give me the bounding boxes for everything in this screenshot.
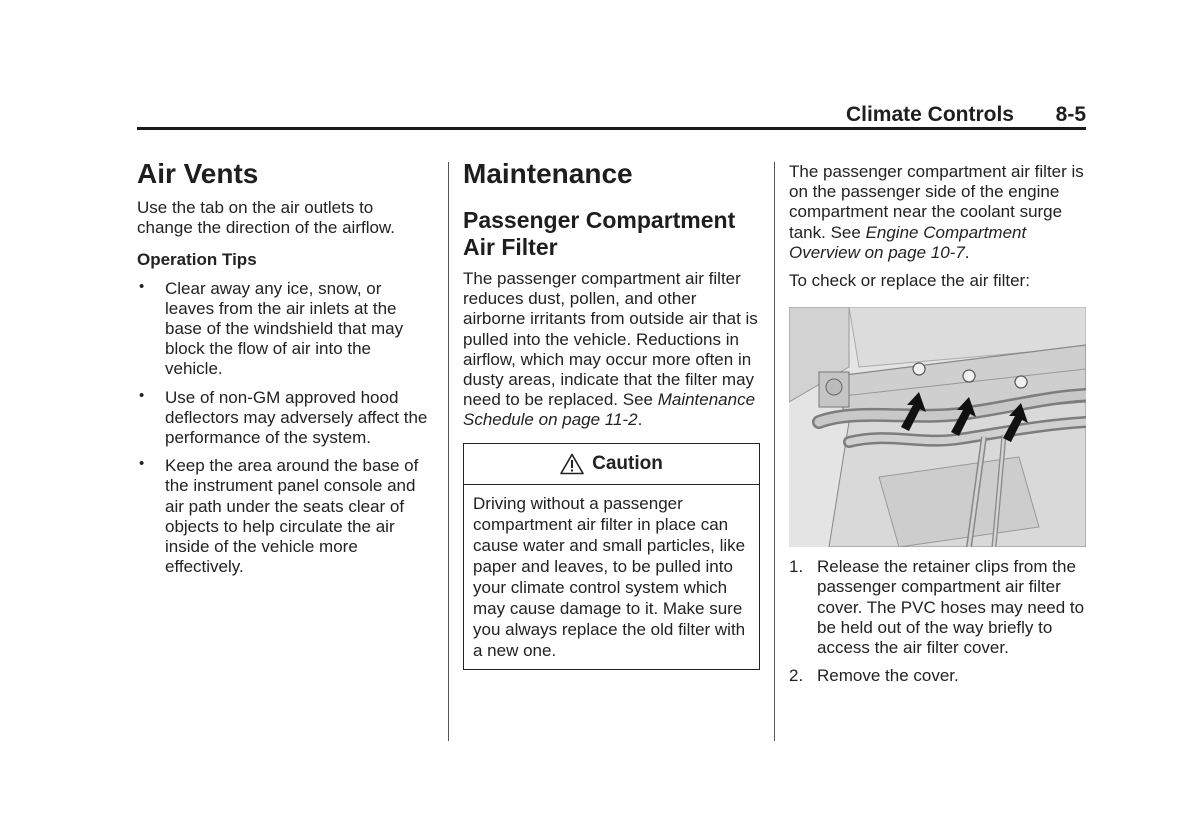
column-air-vents [137,156,433,585]
list-item: 1. Release the retainer clips from the passenger compartment air filter cover. The PVC hoses may need to be held out of the way briefly to access the air filter cover. [789,557,1085,658]
list-item: 2. Remove the cover. [789,666,959,686]
air-filter-paragraph: The passenger compartment air filter reduces dust, pollen, and other airborne irritants from outside air that is pulled into the vehicle. Reductions in airflow, which may occur more often in dusty areas, indicate that the filter may need to be replaced. See Maintenance Schedule on page 11-2. [463,269,758,430]
caution-box [463,443,760,670]
maintenance-schedule-reference: Maintenance Schedule on page 11-2 [463,390,756,430]
page-number: 8-5 [1055,103,1086,126]
column-maintenance [463,156,760,670]
warning-triangle-icon [560,453,584,475]
procedure-lead: To check or replace the air filter: [789,271,1030,291]
operation-tips-heading: Operation Tips [137,250,257,270]
header-rule [137,127,1086,130]
caution-text: Driving without a passenger compartment air filter in place can cause water and small particles, like paper and leaves, to be pulled into your climate control system which may cause damage to it. Make sure you always replace the old filter with a new one. [473,493,746,660]
column-divider-1 [448,162,449,741]
procedure-steps [789,557,1086,686]
air-filter-heading: Passenger Compartment Air Filter [463,207,736,260]
section-title: Climate Controls [845,103,1014,126]
engine-compartment-illustration [789,307,1086,547]
filter-location-paragraph: The passenger compartment air filter is on the passenger side of the engine compartment near the coolant surge tank. See Engine Compartment Overview on page 10-7. [789,162,1084,262]
operation-tips-list [137,279,433,578]
engine-compartment-reference: Engine Compartment Overview on page 10-7 [789,222,1027,262]
caution-header [464,444,759,485]
page-header [137,100,1086,130]
list-item: • Keep the area around the base of the instrument panel console and air path under the seats clear of objects to help circulate the air inside of the vehicle more effectively. [137,456,433,577]
air-filter-clips-image [789,307,1086,547]
list-item: • Clear away any ice, snow, or leaves from the air inlets at the base of the windshield that may block the flow of air into the vehicle. [137,279,433,380]
caution-title: Caution [592,452,663,474]
column-divider-2 [774,162,775,741]
column-filter-location [789,162,1086,694]
maintenance-heading: Maintenance [463,158,633,189]
air-vents-heading: Air Vents [137,158,259,189]
air-vents-intro: Use the tab on the air outlets to change the direction of the airflow. [137,198,395,238]
list-item: • Use of non-GM approved hood deflectors may adversely affect the performance of the system. [137,388,433,449]
